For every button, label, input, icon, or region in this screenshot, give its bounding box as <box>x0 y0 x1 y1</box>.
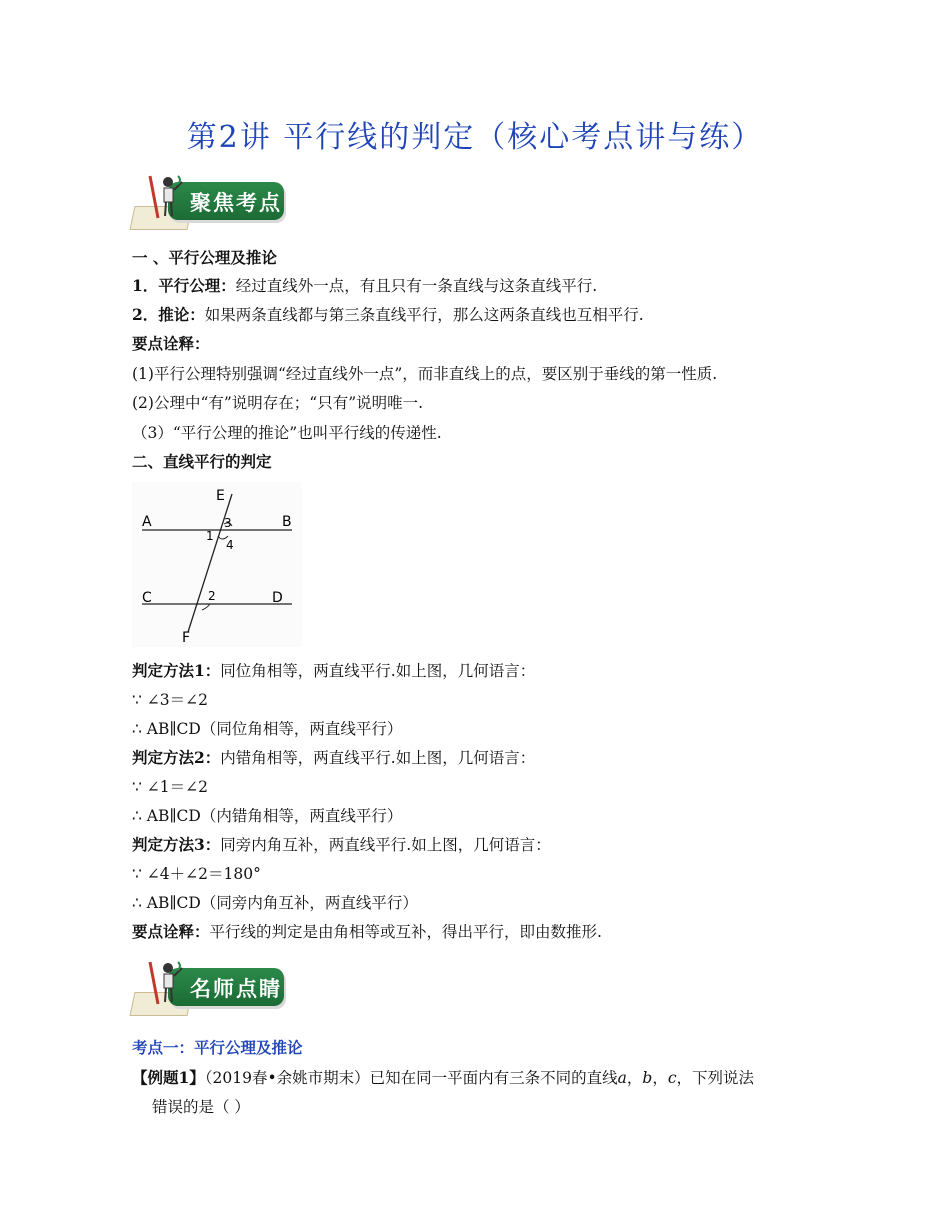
page-title: 第2讲 平行线的判定（核心考点讲与练） <box>186 120 764 155</box>
example1-label: 【例题1】 <box>132 1068 205 1087</box>
label-angle-4: 4 <box>226 538 234 552</box>
label-a: A <box>142 514 152 530</box>
method1-line <box>132 661 535 681</box>
axiom-label: 1．平行公理： <box>132 276 236 295</box>
var-c: c <box>667 1069 677 1087</box>
example1-text: （2019春•余姚市期末）已知在同一平面内有三条不同的直线 <box>204 1069 618 1087</box>
teacher-figure-icon <box>144 958 188 1008</box>
label-e: E <box>216 488 225 504</box>
method3-therefore: ∴ AB∥CD（同旁内角互补，两直线平行） <box>132 894 418 912</box>
teacher-tips-banner <box>132 958 284 1014</box>
section2-heading: 二、直线平行的判定 <box>132 452 272 471</box>
label-angle-1: 1 <box>206 529 214 543</box>
axiom-line <box>132 276 597 296</box>
section2-notes <box>132 922 602 942</box>
notes-label: 要点诠释： <box>132 334 210 353</box>
label-f: F <box>182 630 191 646</box>
method1-therefore: ∴ AB∥CD（同位角相等，两直线平行） <box>132 720 403 738</box>
method2-label: 判定方法2： <box>132 748 221 767</box>
example1-line <box>132 1068 754 1088</box>
section2-notes-label: 要点诠释： <box>132 922 210 941</box>
method1-because: ∵ ∠3＝∠2 <box>132 691 208 709</box>
method3-because: ∵ ∠4＋∠2＝180° <box>132 865 261 883</box>
corollary-label: 2．推论： <box>132 305 205 324</box>
corollary-line <box>132 305 644 325</box>
corollary-text: 如果两条直线都与第三条直线平行，那么这两条直线也互相平行. <box>204 306 644 324</box>
note-2: (2)公理中“有”说明存在；“只有”说明唯一. <box>132 394 424 412</box>
note-3: （3）“平行公理的推论”也叫平行线的传递性. <box>132 424 442 442</box>
example1-tail: ，下列说法 <box>676 1069 755 1087</box>
method2-line <box>132 748 535 768</box>
method1-label: 判定方法1： <box>132 661 221 680</box>
example1-line2: 错误的是（ ） <box>152 1098 250 1116</box>
note-1: (1)平行公理特别强调“经过直线外一点”，而非直线上的点，要区别于垂线的第一性质. <box>132 365 718 383</box>
separator: ， <box>652 1069 668 1087</box>
method1-text: 同位角相等，两直线平行.如上图，几何语言： <box>220 662 536 680</box>
method2-therefore: ∴ AB∥CD（内错角相等，两直线平行） <box>132 807 403 825</box>
method2-text: 内错角相等，两直线平行.如上图，几何语言： <box>220 749 536 767</box>
kaodian-heading: 考点一：平行公理及推论 <box>132 1038 303 1057</box>
label-angle-2: 2 <box>208 589 216 603</box>
teacher-figure-icon <box>144 172 188 222</box>
method3-label: 判定方法3： <box>132 835 221 854</box>
section1-heading: 一 、平行公理及推论 <box>132 248 277 267</box>
var-a: a <box>617 1069 627 1087</box>
method2-because: ∵ ∠1＝∠2 <box>132 778 208 796</box>
banner-label: 名师点睛 <box>190 977 282 1001</box>
label-d: D <box>272 590 283 606</box>
label-c: C <box>142 590 152 606</box>
var-b: b <box>642 1069 653 1087</box>
focus-points-banner <box>132 172 284 228</box>
axiom-text: 经过直线外一点，有且只有一条直线与这条直线平行. <box>235 277 598 295</box>
method3-line <box>132 835 551 855</box>
banner-label: 聚焦考点 <box>190 191 282 215</box>
label-angle-3: 3 <box>224 516 232 530</box>
parallel-lines-diagram <box>132 482 302 647</box>
label-b: B <box>282 514 292 530</box>
section2-notes-text: 平行线的判定是由角相等或互补，得出平行，即由数推形. <box>209 923 602 941</box>
separator: ， <box>626 1069 643 1087</box>
method3-text: 同旁内角互补，两直线平行.如上图，几何语言： <box>220 836 551 854</box>
